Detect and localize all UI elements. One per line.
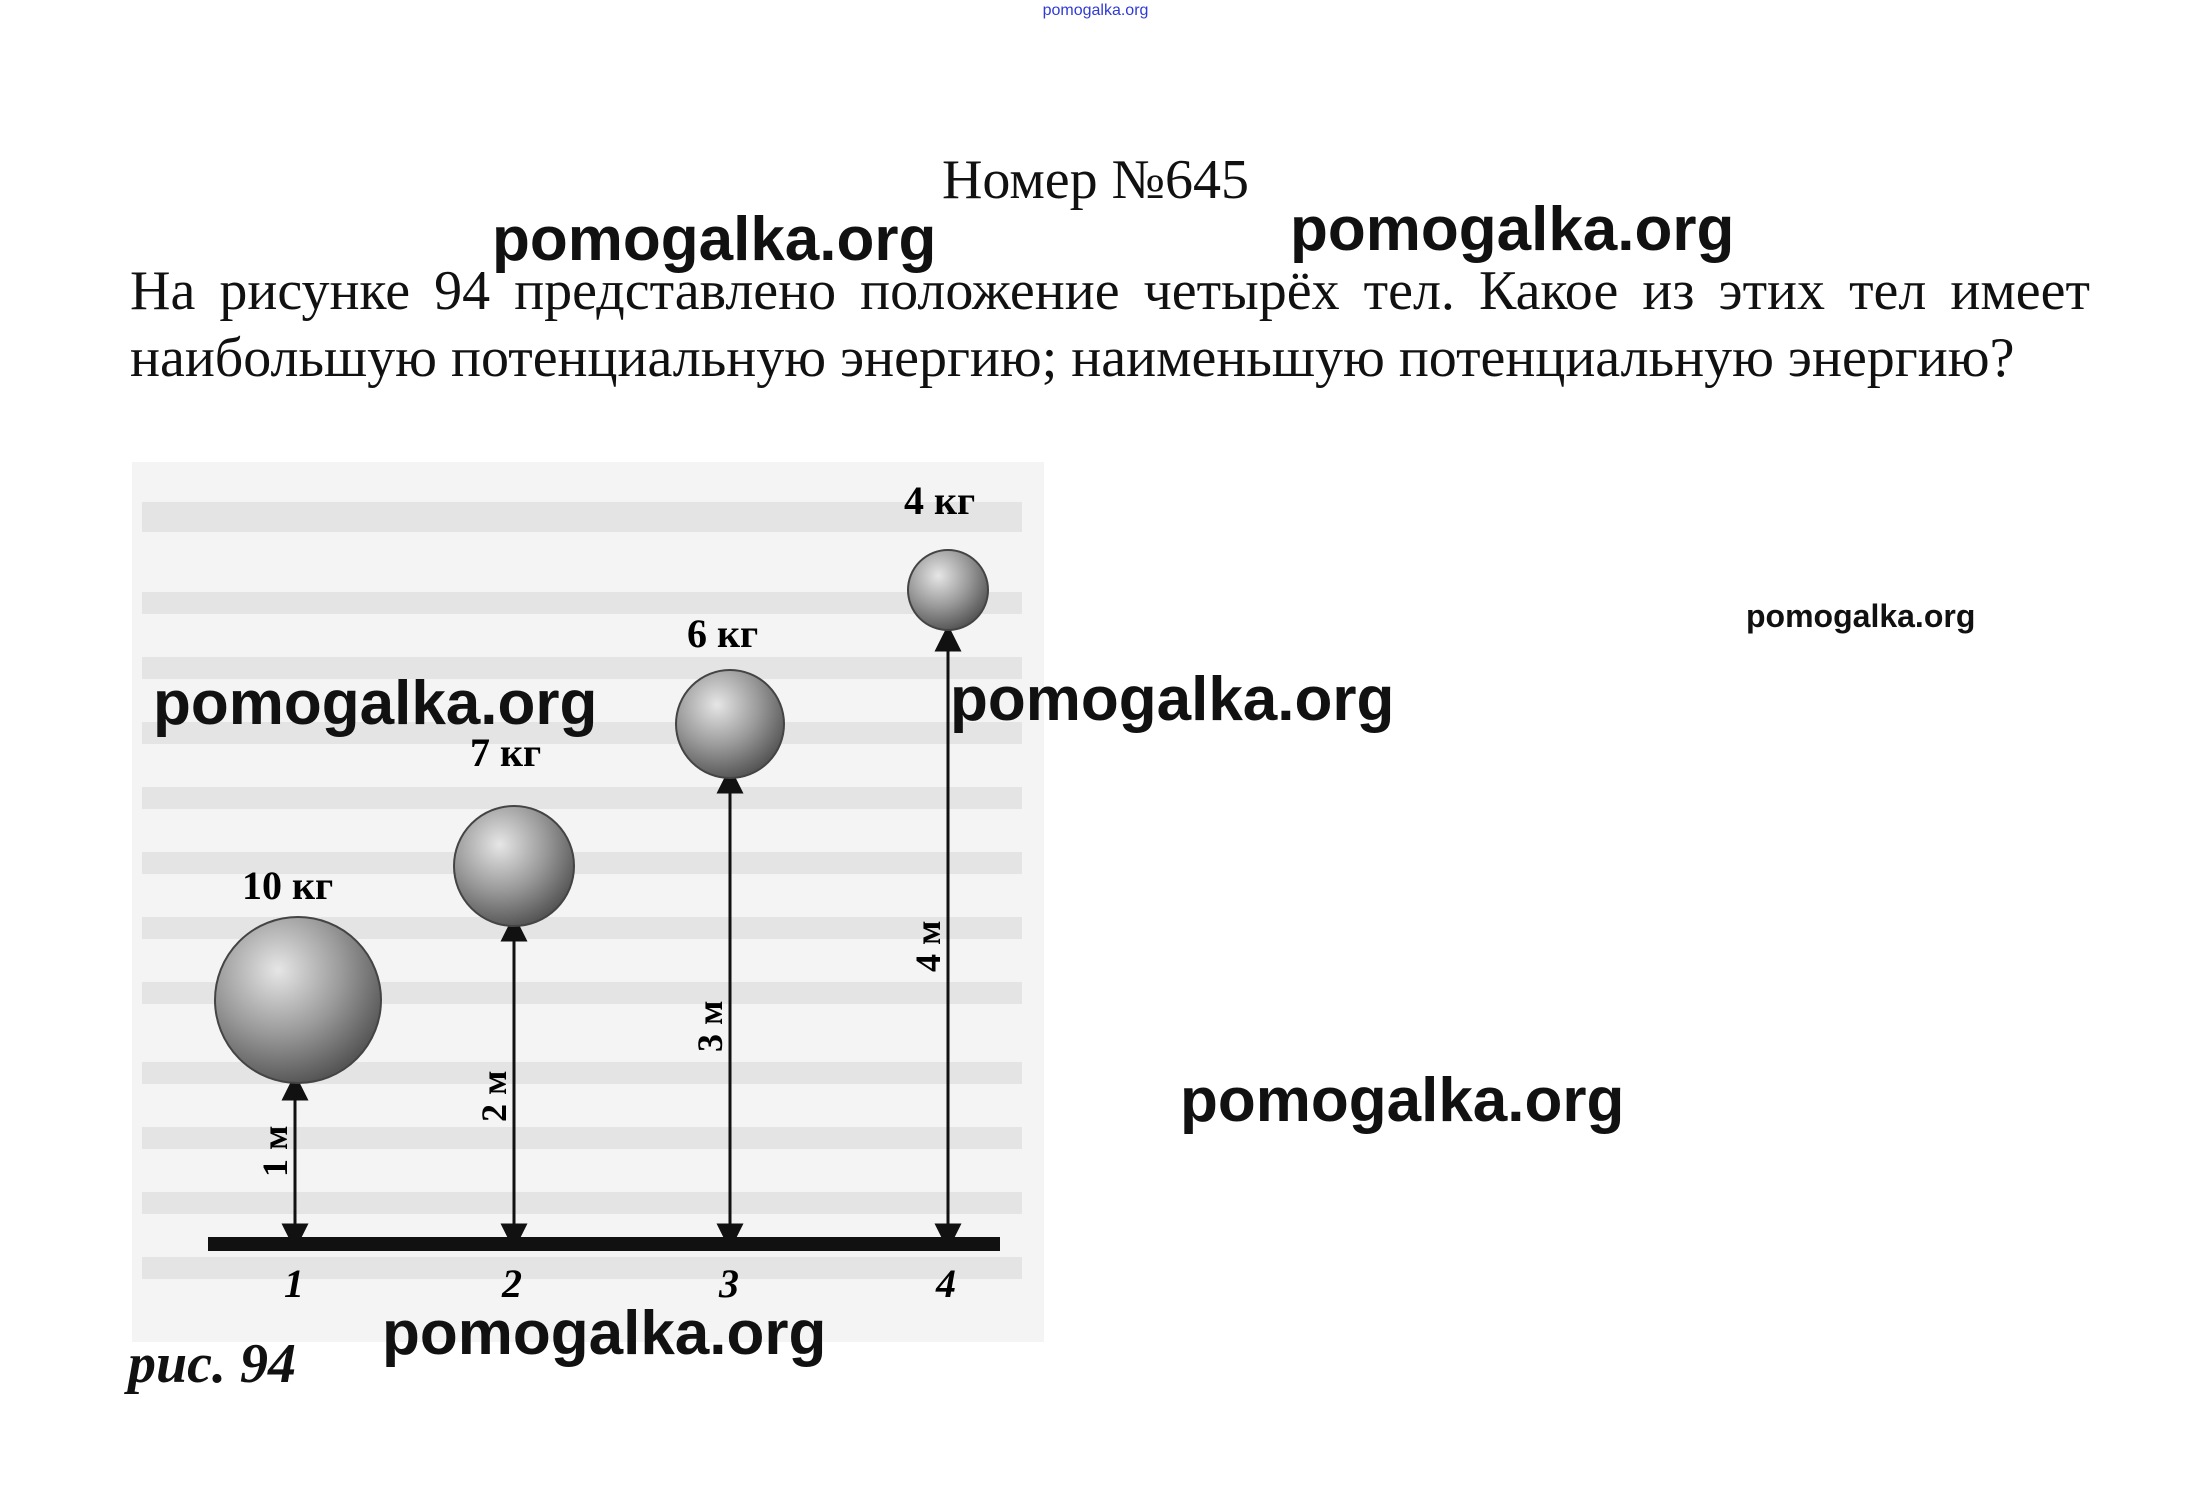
problem-text: На рисунке 94 представлено положение четырёх тел. Какое из этих тел имеет наибольшую потенциальную энергию; наименьшую потенциальную энергию? (130, 260, 2090, 389)
watermark: pomogalka.org (1746, 598, 1976, 634)
watermark: pomogalka.org (950, 665, 1395, 734)
body-number-1: 1 (284, 1261, 304, 1306)
header-watermark: pomogalka.org (1042, 2, 1149, 19)
watermark: pomogalka.org (1290, 195, 1735, 264)
problem-title: Номер №645 (941, 149, 1250, 211)
ground-line (208, 1237, 1000, 1251)
watermark: pomogalka.org (492, 205, 937, 274)
body-number-3: 3 (719, 1261, 739, 1306)
bodies-diagram (132, 462, 1044, 1342)
figure-94 (132, 462, 1044, 1342)
ball-3 (676, 670, 784, 778)
height-label-4: 4 м (908, 920, 948, 972)
figure-caption: рис. 94 (128, 1333, 296, 1395)
height-label-2: 2 м (474, 1070, 514, 1122)
mass-label-2: 7 кг (470, 730, 542, 775)
body-number-2: 2 (502, 1261, 522, 1306)
height-label-1: 1 м (255, 1125, 295, 1177)
ball-4 (908, 550, 988, 630)
mass-label-1: 10 кг (242, 863, 334, 908)
watermark: pomogalka.org (382, 1299, 827, 1368)
mass-label-4: 4 кг (904, 478, 976, 523)
ball-1 (215, 917, 381, 1083)
body-number-4: 4 (936, 1261, 956, 1306)
watermark: pomogalka.org (1180, 1066, 1625, 1135)
mass-label-3: 6 кг (687, 611, 759, 656)
watermark: pomogalka.org (153, 669, 598, 738)
ball-2 (454, 806, 574, 926)
height-label-3: 3 м (690, 1000, 730, 1052)
